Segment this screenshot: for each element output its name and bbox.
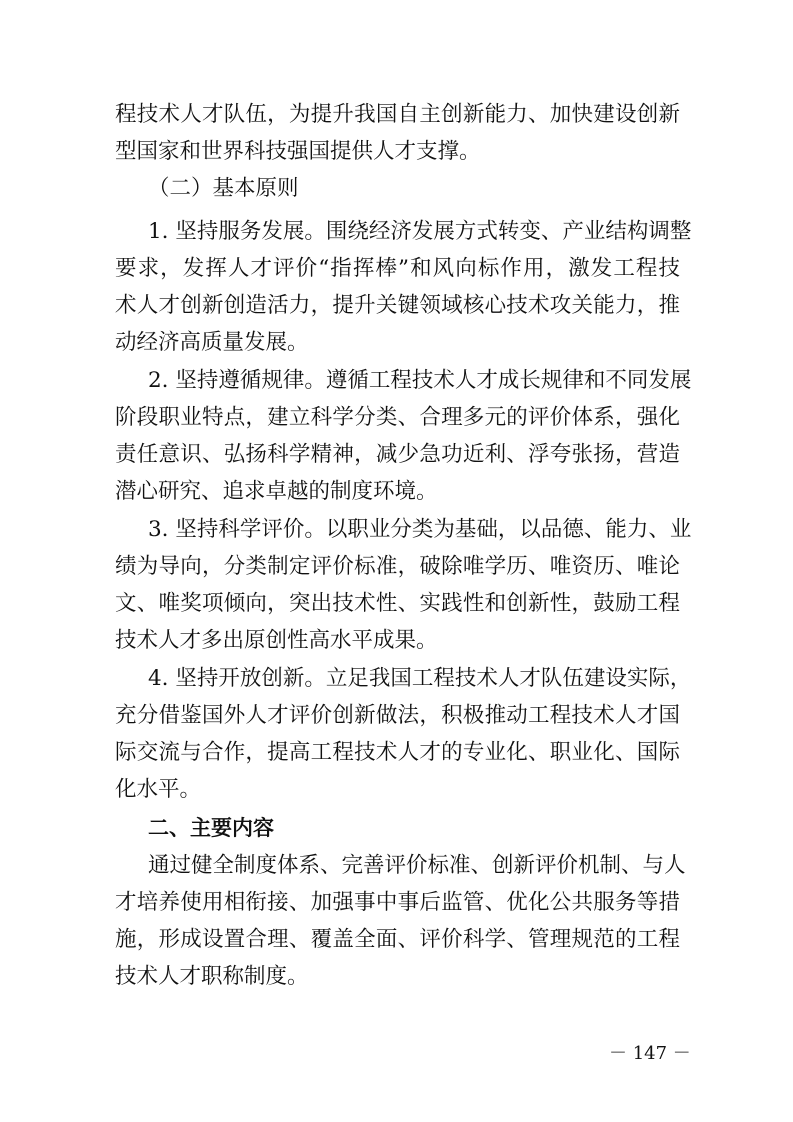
text-line: 责任意识、弘扬科学精神，减少急功近利、浮夸张扬，营造 (115, 442, 680, 467)
text-line: 文、唯奖项倾向，突出技术性、实践性和创新性，鼓励工程 (115, 591, 680, 616)
text-line: 才培养使用相衔接、加强事中事后监管、优化公共服务等措 (115, 890, 680, 915)
section-subheading: （二）基本原则 (148, 176, 299, 201)
section-heading: 二、主要内容 (148, 816, 274, 840)
text-line: 技术人才职称制度。 (115, 964, 309, 989)
text-line: 程技术人才队伍，为提升我国自主创新能力、加快建设创新 (115, 102, 680, 127)
text-line: 技术人才多出原创性高水平成果。 (115, 628, 438, 653)
text-line: 潜心研究、追求卓越的制度环境。 (115, 479, 438, 504)
text-line: 际交流与合作，提高工程技术人才的专业化、职业化、国际 (115, 740, 680, 765)
text-line: 化水平。 (115, 777, 202, 802)
text-line: 动经济高质量发展。 (115, 330, 309, 355)
text-line: 要求，发挥人才评价“指挥棒”和风向标作用，激发工程技 (115, 256, 680, 281)
page-number: － 147 － (609, 1043, 691, 1064)
text-line: 型国家和世界科技强国提供人才支撑。 (115, 139, 481, 164)
text-line: 充分借鉴国外人才评价创新做法，积极推动工程技术人才国 (115, 703, 680, 728)
text-line: 施，形成设置合理、覆盖全面、评价科学、管理规范的工程 (115, 927, 680, 952)
text-line: 3. 坚持科学评价。以职业分类为基础，以品德、能力、业 (148, 517, 692, 542)
text-line: 4. 坚持开放创新。立足我国工程技术人才队伍建设实际， (148, 666, 692, 691)
text-line: 术人才创新创造活力，提升关键领域核心技术攻关能力，推 (115, 293, 680, 318)
text-line: 1. 坚持服务发展。围绕经济发展方式转变、产业结构调整 (148, 219, 692, 244)
text-line: 2. 坚持遵循规律。遵循工程技术人才成长规律和不同发展 (148, 368, 692, 393)
text-line: 通过健全制度体系、完善评价标准、创新评价机制、与人 (148, 853, 686, 878)
text-line: 阶段职业特点，建立科学分类、合理多元的评价体系，强化 (115, 405, 680, 430)
text-line: 绩为导向，分类制定评价标准，破除唯学历、唯资历、唯论 (115, 554, 680, 579)
